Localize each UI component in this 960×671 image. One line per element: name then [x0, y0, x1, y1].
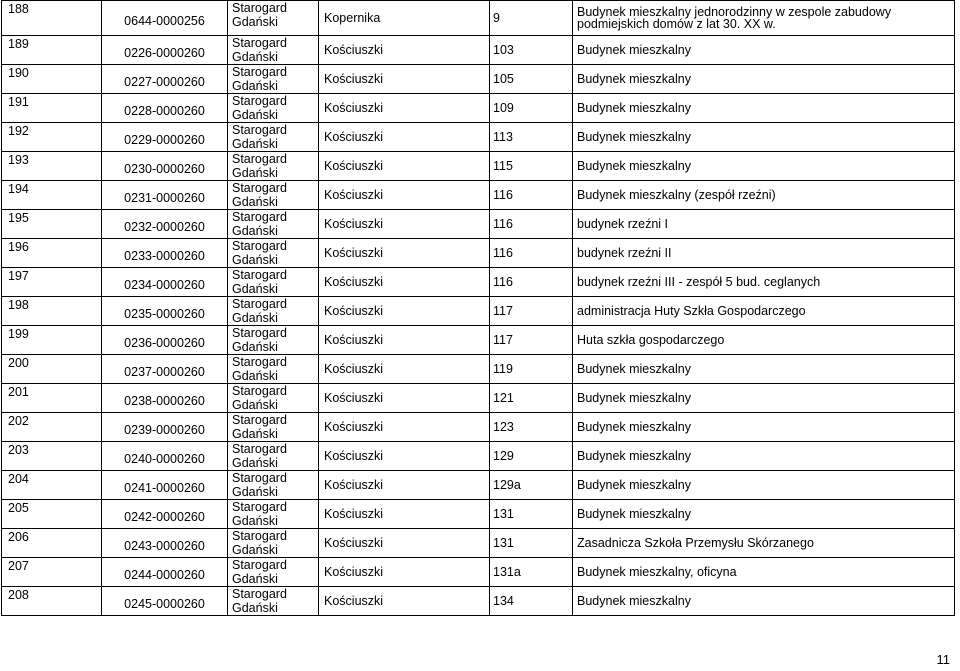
town-name-cell: [228, 587, 319, 616]
register-id: 0227-0000260: [124, 74, 205, 89]
street-name-cell: [319, 442, 490, 471]
town-name: Starogard Gdański: [232, 326, 287, 354]
town-name: Starogard Gdański: [232, 297, 287, 325]
table-row: [2, 181, 955, 210]
street-name-cell: [319, 355, 490, 384]
street-name-cell: [319, 268, 490, 297]
table-row: [2, 413, 955, 442]
register-id-cell: [102, 413, 228, 442]
row-number-cell: [2, 413, 102, 442]
register-id: 0228-0000260: [124, 103, 205, 118]
house-number: 131: [493, 507, 514, 521]
building-description: Huta szkła gospodarczego: [577, 333, 725, 347]
building-description-cell: [573, 500, 955, 529]
register-id: 0226-0000260: [124, 45, 205, 60]
building-description: Budynek mieszkalny, oficyna: [577, 565, 737, 579]
row-number-cell: [2, 442, 102, 471]
building-description-cell: [573, 529, 955, 558]
town-name: Starogard Gdański: [232, 587, 287, 615]
row-number-cell: [2, 210, 102, 239]
house-number-cell: [490, 239, 573, 268]
street-name: Kościuszki: [324, 101, 384, 115]
town-name: Starogard Gdański: [232, 210, 287, 238]
table-row: [2, 529, 955, 558]
table-row: [2, 152, 955, 181]
house-number: 113: [493, 130, 513, 144]
row-number: 202: [8, 414, 29, 428]
row-number: 203: [8, 443, 29, 457]
house-number-cell: [490, 558, 573, 587]
table-row: [2, 355, 955, 384]
building-description-cell: [573, 210, 955, 239]
street-name-cell: [319, 500, 490, 529]
town-name: Starogard Gdański: [232, 413, 287, 441]
row-number: 194: [8, 182, 29, 196]
building-description: Budynek mieszkalny jednorodzinny w zespole zabudowy podmiejskich domów z lat 30. XX w.: [577, 5, 892, 31]
house-number: 115: [493, 159, 513, 173]
row-number: 207: [8, 559, 29, 573]
town-name-cell: [228, 442, 319, 471]
house-number: 116: [493, 217, 513, 231]
street-name-cell: [319, 94, 490, 123]
row-number: 196: [8, 240, 29, 254]
house-number-cell: [490, 587, 573, 616]
register-id-cell: [102, 355, 228, 384]
town-name-cell: [228, 65, 319, 94]
row-number: 206: [8, 530, 29, 544]
building-description: Budynek mieszkalny: [577, 594, 691, 608]
register-id-cell: [102, 239, 228, 268]
register-id: 0245-0000260: [124, 596, 205, 611]
street-name-cell: [319, 65, 490, 94]
building-description: budynek rzeźni II: [577, 246, 672, 260]
street-name: Kościuszki: [324, 449, 384, 463]
table-row: [2, 239, 955, 268]
table-row: [2, 442, 955, 471]
register-id: 0241-0000260: [124, 480, 205, 495]
house-number-cell: [490, 413, 573, 442]
building-description: Budynek mieszkalny: [577, 43, 691, 57]
street-name: Kościuszki: [324, 391, 384, 405]
table-row: [2, 94, 955, 123]
row-number-cell: [2, 65, 102, 94]
town-name: Starogard Gdański: [232, 152, 287, 180]
register-id-cell: [102, 529, 228, 558]
building-description: Budynek mieszkalny: [577, 72, 691, 86]
house-number-cell: [490, 471, 573, 500]
table-row: [2, 65, 955, 94]
street-name-cell: [319, 413, 490, 442]
building-description: Budynek mieszkalny: [577, 130, 691, 144]
house-number-cell: [490, 297, 573, 326]
town-name-cell: [228, 36, 319, 65]
building-description-cell: [573, 326, 955, 355]
register-id-cell: [102, 384, 228, 413]
house-number: 119: [493, 362, 513, 376]
street-name: Kościuszki: [324, 594, 384, 608]
street-name: Kopernika: [324, 11, 381, 25]
register-id: 0242-0000260: [124, 509, 205, 524]
row-number: 197: [8, 269, 29, 283]
street-name: Kościuszki: [324, 275, 384, 289]
row-number-cell: [2, 326, 102, 355]
street-name: Kościuszki: [324, 304, 384, 318]
town-name-cell: [228, 529, 319, 558]
building-description-cell: [573, 355, 955, 384]
register-id: 0237-0000260: [124, 364, 205, 379]
street-name-cell: [319, 471, 490, 500]
street-name: Kościuszki: [324, 478, 384, 492]
building-description-cell: [573, 384, 955, 413]
street-name-cell: [319, 529, 490, 558]
street-name: Kościuszki: [324, 217, 384, 231]
building-description-cell: [573, 94, 955, 123]
house-number: 129: [493, 449, 514, 463]
house-number-cell: [490, 123, 573, 152]
house-number-cell: [490, 442, 573, 471]
register-id-cell: [102, 471, 228, 500]
house-number-cell: [490, 181, 573, 210]
register-id-cell: [102, 587, 228, 616]
street-name: Kościuszki: [324, 565, 384, 579]
street-name: Kościuszki: [324, 72, 384, 86]
row-number-cell: [2, 297, 102, 326]
row-number: 193: [8, 153, 29, 167]
row-number: 208: [8, 588, 29, 602]
house-number-cell: [490, 529, 573, 558]
town-name: Starogard Gdański: [232, 384, 287, 412]
building-description: Budynek mieszkalny: [577, 391, 691, 405]
town-name: Starogard Gdański: [232, 442, 287, 470]
row-number: 188: [8, 2, 29, 16]
table-row: [2, 1, 955, 36]
table-row: [2, 326, 955, 355]
register-id-cell: [102, 181, 228, 210]
town-name-cell: [228, 268, 319, 297]
row-number: 201: [8, 385, 29, 399]
town-name-cell: [228, 500, 319, 529]
row-number-cell: [2, 94, 102, 123]
building-description-cell: [573, 587, 955, 616]
building-description-cell: [573, 239, 955, 268]
register-id: 0239-0000260: [124, 422, 205, 437]
town-name: Starogard Gdański: [232, 36, 287, 64]
row-number: 195: [8, 211, 29, 225]
town-name-cell: [228, 123, 319, 152]
register-id-cell: [102, 268, 228, 297]
town-name: Starogard Gdański: [232, 123, 287, 151]
house-number: 116: [493, 246, 513, 260]
row-number-cell: [2, 471, 102, 500]
register-id-cell: [102, 94, 228, 123]
register-rows: [2, 1, 955, 616]
row-number: 192: [8, 124, 29, 138]
street-name-cell: [319, 181, 490, 210]
building-description-cell: [573, 471, 955, 500]
street-name-cell: [319, 384, 490, 413]
row-number-cell: [2, 239, 102, 268]
row-number: 198: [8, 298, 29, 312]
house-number-cell: [490, 326, 573, 355]
house-number: 103: [493, 43, 514, 57]
building-description: Budynek mieszkalny: [577, 362, 691, 376]
house-number-cell: [490, 94, 573, 123]
street-name-cell: [319, 558, 490, 587]
house-number-cell: [490, 384, 573, 413]
house-number: 117: [493, 333, 513, 347]
street-name: Kościuszki: [324, 362, 384, 376]
street-name: Kościuszki: [324, 43, 384, 57]
table-row: [2, 297, 955, 326]
house-number: 134: [493, 594, 514, 608]
building-description: Budynek mieszkalny: [577, 449, 691, 463]
town-name-cell: [228, 384, 319, 413]
row-number: 200: [8, 356, 29, 370]
house-number-cell: [490, 65, 573, 94]
building-description-cell: [573, 152, 955, 181]
house-number-cell: [490, 152, 573, 181]
street-name: Kościuszki: [324, 159, 384, 173]
town-name: Starogard Gdański: [232, 529, 287, 557]
town-name-cell: [228, 152, 319, 181]
town-name-cell: [228, 355, 319, 384]
house-number: 9: [493, 11, 500, 25]
house-number: 131a: [493, 565, 521, 579]
town-name: Starogard Gdański: [232, 268, 287, 296]
house-number: 117: [493, 304, 513, 318]
town-name: Starogard Gdański: [232, 500, 287, 528]
row-number: 191: [8, 95, 29, 109]
register-id: 0229-0000260: [124, 132, 205, 147]
register-id-cell: [102, 297, 228, 326]
register-id: 0238-0000260: [124, 393, 205, 408]
row-number-cell: [2, 268, 102, 297]
table-row: [2, 500, 955, 529]
town-name: Starogard Gdański: [232, 65, 287, 93]
town-name: Starogard Gdański: [232, 181, 287, 209]
row-number-cell: [2, 181, 102, 210]
register-id: 0232-0000260: [124, 219, 205, 234]
house-number: 116: [493, 275, 513, 289]
table-row: [2, 123, 955, 152]
register-id: 0243-0000260: [124, 538, 205, 553]
building-description-cell: [573, 123, 955, 152]
house-number: 105: [493, 72, 514, 86]
house-number: 116: [493, 188, 513, 202]
building-description-cell: [573, 65, 955, 94]
street-name-cell: [319, 1, 490, 36]
building-description: Budynek mieszkalny: [577, 159, 691, 173]
row-number-cell: [2, 123, 102, 152]
town-name-cell: [228, 1, 319, 36]
register-id-cell: [102, 210, 228, 239]
register-id-cell: [102, 152, 228, 181]
town-name: Starogard Gdański: [232, 471, 287, 499]
building-description: Budynek mieszkalny (zespół rzeźni): [577, 188, 776, 202]
street-name-cell: [319, 587, 490, 616]
table-row: [2, 471, 955, 500]
register-table: [1, 0, 955, 616]
page-number: 11: [936, 652, 950, 667]
building-description-cell: [573, 442, 955, 471]
register-id: 0236-0000260: [124, 335, 205, 350]
register-id: 0235-0000260: [124, 306, 205, 321]
row-number-cell: [2, 1, 102, 36]
register-id-cell: [102, 500, 228, 529]
street-name: Kościuszki: [324, 246, 384, 260]
register-id: 0230-0000260: [124, 161, 205, 176]
town-name-cell: [228, 471, 319, 500]
table-row: [2, 587, 955, 616]
row-number: 199: [8, 327, 29, 341]
row-number-cell: [2, 384, 102, 413]
row-number: 205: [8, 501, 29, 515]
house-number-cell: [490, 268, 573, 297]
register-id-cell: [102, 442, 228, 471]
house-number: 121: [493, 391, 514, 405]
row-number: 190: [8, 66, 29, 80]
house-number: 131: [493, 536, 514, 550]
row-number-cell: [2, 529, 102, 558]
register-id-cell: [102, 65, 228, 94]
table-row: [2, 384, 955, 413]
street-name: Kościuszki: [324, 507, 384, 521]
street-name: Kościuszki: [324, 130, 384, 144]
house-number-cell: [490, 36, 573, 65]
town-name-cell: [228, 94, 319, 123]
building-description: administracja Huty Szkła Gospodarczego: [577, 304, 806, 318]
street-name: Kościuszki: [324, 188, 384, 202]
street-name-cell: [319, 297, 490, 326]
register-id: 0234-0000260: [124, 277, 205, 292]
building-description: Budynek mieszkalny: [577, 507, 691, 521]
town-name: Starogard Gdański: [232, 94, 287, 122]
building-description-cell: [573, 297, 955, 326]
row-number-cell: [2, 558, 102, 587]
street-name-cell: [319, 326, 490, 355]
register-id: 0644-0000256: [124, 13, 205, 28]
house-number-cell: [490, 1, 573, 36]
building-description-cell: [573, 268, 955, 297]
town-name: Starogard Gdański: [232, 1, 287, 29]
register-id: 0233-0000260: [124, 248, 205, 263]
house-number: 129a: [493, 478, 521, 492]
table-row: [2, 36, 955, 65]
town-name-cell: [228, 558, 319, 587]
row-number-cell: [2, 587, 102, 616]
town-name-cell: [228, 210, 319, 239]
table-row: [2, 210, 955, 239]
building-description: Budynek mieszkalny: [577, 478, 691, 492]
building-description: budynek rzeźni III - zespół 5 bud. ceglanych: [577, 275, 821, 289]
building-description-cell: [573, 558, 955, 587]
town-name-cell: [228, 239, 319, 268]
register-id: 0231-0000260: [124, 190, 205, 205]
table-row: [2, 268, 955, 297]
row-number-cell: [2, 355, 102, 384]
town-name-cell: [228, 181, 319, 210]
house-number-cell: [490, 355, 573, 384]
street-name: Kościuszki: [324, 333, 384, 347]
register-id-cell: [102, 36, 228, 65]
register-id-cell: [102, 558, 228, 587]
row-number-cell: [2, 36, 102, 65]
street-name: Kościuszki: [324, 536, 384, 550]
row-number: 204: [8, 472, 29, 486]
street-name-cell: [319, 210, 490, 239]
building-description: Budynek mieszkalny: [577, 420, 691, 434]
register-id-cell: [102, 326, 228, 355]
street-name-cell: [319, 123, 490, 152]
building-description-cell: [573, 413, 955, 442]
street-name-cell: [319, 152, 490, 181]
street-name-cell: [319, 239, 490, 268]
building-description-cell: [573, 1, 955, 36]
building-description-cell: [573, 181, 955, 210]
building-description-cell: [573, 36, 955, 65]
row-number-cell: [2, 152, 102, 181]
register-id: 0240-0000260: [124, 451, 205, 466]
house-number-cell: [490, 210, 573, 239]
street-name-cell: [319, 36, 490, 65]
house-number: 123: [493, 420, 514, 434]
house-number-cell: [490, 500, 573, 529]
street-name: Kościuszki: [324, 420, 384, 434]
town-name-cell: [228, 326, 319, 355]
register-id: 0244-0000260: [124, 567, 205, 582]
row-number: 189: [8, 37, 29, 51]
table-row: [2, 558, 955, 587]
building-description: budynek rzeźni I: [577, 217, 669, 231]
register-id-cell: [102, 1, 228, 36]
house-number: 109: [493, 101, 514, 115]
town-name-cell: [228, 413, 319, 442]
town-name: Starogard Gdański: [232, 355, 287, 383]
building-description: Zasadnicza Szkoła Przemysłu Skórzanego: [577, 536, 814, 550]
register-id-cell: [102, 123, 228, 152]
town-name: Starogard Gdański: [232, 558, 287, 586]
row-number-cell: [2, 500, 102, 529]
town-name-cell: [228, 297, 319, 326]
town-name: Starogard Gdański: [232, 239, 287, 267]
building-description: Budynek mieszkalny: [577, 101, 691, 115]
